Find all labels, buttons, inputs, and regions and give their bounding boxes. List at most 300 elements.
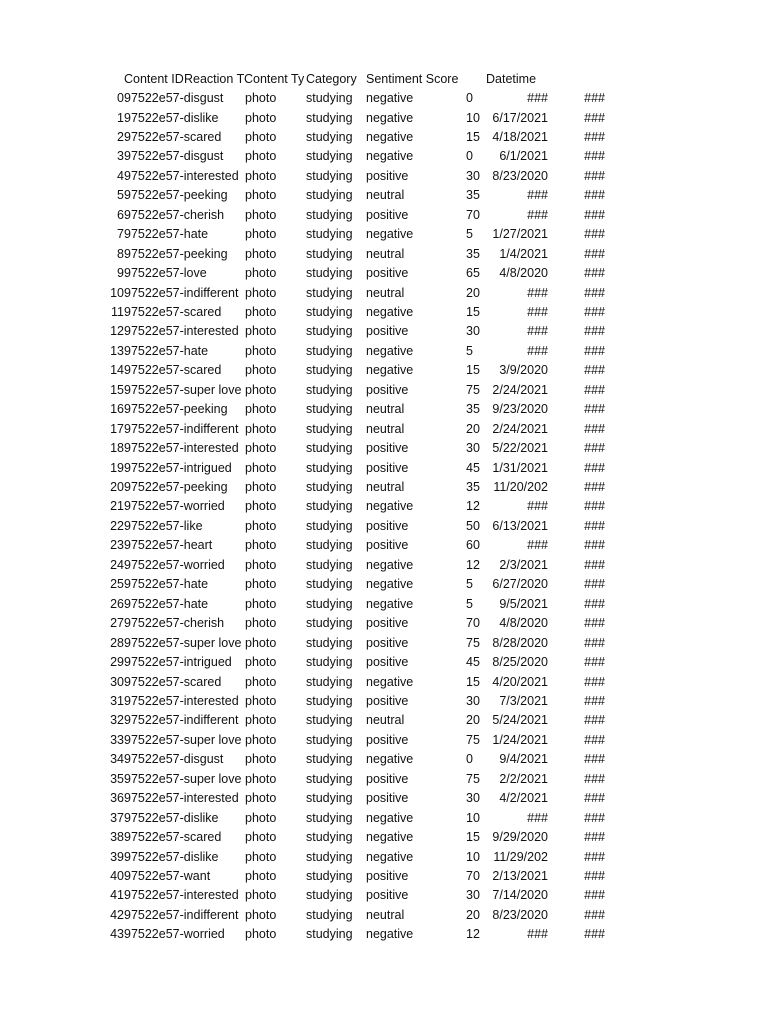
sentiment-cell: positive <box>366 888 409 903</box>
table-row <box>0 497 768 516</box>
table-row <box>0 420 768 439</box>
content-type-cell: photo <box>245 421 277 436</box>
date-cell: 8/23/2020 <box>492 168 548 183</box>
extra-cell: ### <box>584 888 605 903</box>
extra-cell: ### <box>584 188 605 203</box>
score-cell: 15 <box>466 363 480 378</box>
date-cell: ### <box>527 343 548 358</box>
sentiment-cell: positive <box>366 655 409 669</box>
table-row <box>0 245 768 264</box>
extra-cell: ### <box>584 110 605 125</box>
score-cell: 35 <box>466 480 480 494</box>
sentiment-cell: positive <box>366 616 409 631</box>
content-type-cell: photo <box>245 810 277 825</box>
row-index: 24 <box>110 557 124 572</box>
content-id-cell: 97522e57-disgust <box>124 752 224 767</box>
sentiment-cell: negative <box>366 499 414 514</box>
sentiment-cell: positive <box>366 869 409 883</box>
content-id-cell: 97522e57-like <box>124 518 203 533</box>
score-cell: 12 <box>466 557 480 572</box>
table-row <box>0 809 768 828</box>
category-cell: studying <box>306 791 353 806</box>
score-cell: 15 <box>466 674 480 689</box>
category-cell: studying <box>306 849 353 864</box>
extra-cell: ### <box>584 207 605 222</box>
extra-cell: ### <box>584 246 605 261</box>
row-index: 11 <box>111 304 124 319</box>
extra-cell: ### <box>584 91 605 105</box>
category-cell: studying <box>306 246 353 261</box>
table-row <box>0 789 768 808</box>
date-cell: 11/29/202 <box>493 849 548 864</box>
category-cell: studying <box>306 771 353 786</box>
date-cell: 4/20/2021 <box>492 674 548 689</box>
row-index: 37 <box>110 810 124 825</box>
table-row <box>0 206 768 225</box>
date-cell: 6/27/2020 <box>492 577 548 592</box>
score-cell: 20 <box>466 421 480 436</box>
table-row <box>0 867 768 886</box>
table-row <box>0 848 768 867</box>
category-cell: studying <box>306 266 353 280</box>
content-id-cell: 97522e57-interested <box>124 888 239 903</box>
table-row <box>0 673 768 692</box>
extra-cell: ### <box>584 460 605 475</box>
content-type-cell: photo <box>245 343 277 358</box>
date-cell: 8/25/2020 <box>492 655 548 669</box>
sentiment-cell: positive <box>366 732 409 747</box>
score-cell: 50 <box>466 518 480 533</box>
extra-cell: ### <box>584 635 605 650</box>
table-row <box>0 264 768 283</box>
category-cell: studying <box>306 907 353 922</box>
content-id-cell: 97522e57-scared <box>124 304 222 319</box>
content-type-cell: photo <box>245 596 277 611</box>
score-cell: 30 <box>466 791 480 806</box>
sentiment-cell: neutral <box>366 480 405 494</box>
content-type-cell: photo <box>245 285 277 300</box>
content-id-cell: 97522e57-dislike <box>124 110 219 125</box>
content-type-cell: photo <box>245 324 277 339</box>
table-row <box>0 167 768 186</box>
sentiment-cell: positive <box>366 324 409 339</box>
content-id-cell: 97522e57-dislike <box>124 810 219 825</box>
content-id-cell: 97522e57-hate <box>124 343 209 358</box>
table-row <box>0 906 768 925</box>
category-cell: studying <box>306 810 353 825</box>
category-cell: studying <box>306 538 353 553</box>
date-cell: 9/29/2020 <box>492 830 548 845</box>
content-type-cell: photo <box>245 110 277 125</box>
content-id-cell: 97522e57-hate <box>124 596 209 611</box>
category-cell: studying <box>306 732 353 747</box>
category-cell: studying <box>306 752 353 767</box>
content-id-cell: 97522e57-peeking <box>124 480 228 494</box>
row-index: 20 <box>110 480 124 494</box>
date-cell: 9/4/2021 <box>499 752 548 767</box>
content-type-cell: photo <box>245 207 277 222</box>
content-type-cell: photo <box>245 149 277 164</box>
content-id-cell: 97522e57-worried <box>124 557 225 572</box>
content-type-cell: photo <box>245 577 277 592</box>
date-cell: 6/1/2021 <box>499 149 548 164</box>
table-row <box>0 186 768 205</box>
score-cell: 10 <box>466 849 480 864</box>
category-cell: studying <box>306 363 353 378</box>
table-row <box>0 109 768 128</box>
sentiment-cell: neutral <box>366 402 405 417</box>
table-row <box>0 770 768 789</box>
extra-cell: ### <box>584 752 605 767</box>
sentiment-cell: neutral <box>366 188 405 203</box>
extra-cell: ### <box>584 168 605 183</box>
score-cell: 10 <box>466 810 480 825</box>
score-cell: 15 <box>466 129 480 144</box>
sentiment-cell: negative <box>366 596 414 611</box>
row-index: 0 <box>117 91 124 105</box>
content-id-cell: 97522e57-worried <box>124 499 225 514</box>
row-index: 8 <box>117 246 124 261</box>
date-cell: ### <box>527 91 548 105</box>
date-cell: 2/13/2021 <box>492 869 548 883</box>
sentiment-cell: negative <box>366 577 414 592</box>
content-id-cell: 97522e57-dislike <box>124 849 219 864</box>
content-type-cell: photo <box>245 129 277 144</box>
category-cell: studying <box>306 499 353 514</box>
date-cell: 8/23/2020 <box>492 907 548 922</box>
content-id-cell: 97522e57-interested <box>124 693 239 708</box>
category-cell: studying <box>306 518 353 533</box>
extra-cell: ### <box>584 616 605 631</box>
row-index: 43 <box>110 927 124 942</box>
content-id-cell: 97522e57-love <box>124 266 207 280</box>
sentiment-cell: positive <box>366 460 409 475</box>
content-type-cell: photo <box>245 266 277 280</box>
row-index: 5 <box>117 188 124 203</box>
table-row <box>0 614 768 633</box>
sentiment-cell: positive <box>366 207 409 222</box>
category-cell: studying <box>306 285 353 300</box>
extra-cell: ### <box>584 480 605 494</box>
extra-cell: ### <box>584 421 605 436</box>
date-cell: 1/27/2021 <box>492 227 548 242</box>
score-cell: 30 <box>466 693 480 708</box>
content-id-cell: 97522e57-peeking <box>124 402 228 417</box>
extra-cell: ### <box>584 538 605 553</box>
row-index: 10 <box>110 285 124 300</box>
sentiment-cell: positive <box>366 382 409 397</box>
sentiment-cell: neutral <box>366 421 405 436</box>
category-cell: studying <box>306 129 353 144</box>
category-cell: studying <box>306 382 353 397</box>
extra-cell: ### <box>584 693 605 708</box>
date-cell: ### <box>527 207 548 222</box>
row-index: 9 <box>117 266 124 280</box>
header-sentiment-score: Sentiment Score <box>366 72 459 86</box>
sentiment-cell: neutral <box>366 713 405 728</box>
content-type-cell: photo <box>245 304 277 319</box>
date-cell: ### <box>527 324 548 339</box>
sentiment-cell: negative <box>366 343 414 358</box>
row-index: 32 <box>110 713 124 728</box>
category-cell: studying <box>306 674 353 689</box>
date-cell: ### <box>527 304 548 319</box>
header-content-id: Content ID <box>124 72 184 86</box>
content-id-cell: 97522e57-cherish <box>124 616 225 631</box>
row-index: 27 <box>110 616 124 631</box>
score-cell: 30 <box>466 441 480 456</box>
content-id-cell: 97522e57-super love <box>124 382 242 397</box>
sentiment-cell: negative <box>366 674 414 689</box>
score-cell: 75 <box>466 771 480 786</box>
content-type-cell: photo <box>245 538 277 553</box>
sentiment-cell: positive <box>366 635 409 650</box>
content-id-cell: 97522e57-scared <box>124 363 222 378</box>
sentiment-cell: positive <box>366 441 409 456</box>
extra-cell: ### <box>584 285 605 300</box>
sentiment-cell: positive <box>366 518 409 533</box>
sentiment-cell: positive <box>366 791 409 806</box>
date-cell: 11/20/202 <box>493 480 548 494</box>
content-id-cell: 97522e57-intrigued <box>124 460 232 475</box>
score-cell: 5 <box>466 343 473 358</box>
content-type-cell: photo <box>245 771 277 786</box>
score-cell: 70 <box>466 869 480 883</box>
content-type-cell: photo <box>245 693 277 708</box>
extra-cell: ### <box>584 869 605 883</box>
table-row <box>0 556 768 575</box>
score-cell: 5 <box>466 577 473 592</box>
score-cell: 75 <box>466 732 480 747</box>
score-cell: 30 <box>466 168 480 183</box>
row-index: 6 <box>117 207 124 222</box>
category-cell: studying <box>306 207 353 222</box>
row-index: 25 <box>110 577 124 592</box>
row-index: 18 <box>110 441 124 456</box>
row-index: 7 <box>117 227 124 242</box>
table-row <box>0 89 768 108</box>
category-cell: studying <box>306 655 353 669</box>
sentiment-cell: negative <box>366 363 414 378</box>
content-type-cell: photo <box>245 499 277 514</box>
row-index: 19 <box>110 460 124 475</box>
sentiment-cell: negative <box>366 927 414 942</box>
content-type-cell: photo <box>245 480 277 494</box>
content-type-cell: photo <box>245 188 277 203</box>
extra-cell: ### <box>584 849 605 864</box>
score-cell: 5 <box>466 596 473 611</box>
category-cell: studying <box>306 460 353 475</box>
sentiment-cell: negative <box>366 810 414 825</box>
table-row <box>0 731 768 750</box>
row-index: 3 <box>117 149 124 164</box>
sentiment-cell: negative <box>366 830 414 845</box>
row-index: 30 <box>110 674 124 689</box>
sentiment-cell: negative <box>366 752 414 767</box>
sentiment-cell: neutral <box>366 246 405 261</box>
table-row <box>0 322 768 341</box>
content-type-cell: photo <box>245 635 277 650</box>
content-id-cell: 97522e57-worried <box>124 927 225 942</box>
date-cell: ### <box>527 810 548 825</box>
sentiment-cell: negative <box>366 557 414 572</box>
extra-cell: ### <box>584 518 605 533</box>
category-cell: studying <box>306 110 353 125</box>
sentiment-cell: negative <box>366 129 414 144</box>
table-row <box>0 886 768 905</box>
table-row <box>0 342 768 361</box>
row-index: 15 <box>110 382 124 397</box>
table-row <box>0 225 768 244</box>
category-cell: studying <box>306 557 353 572</box>
content-type-cell: photo <box>245 402 277 417</box>
table-row <box>0 381 768 400</box>
row-index: 40 <box>110 869 124 883</box>
date-cell: 4/18/2021 <box>492 129 548 144</box>
content-type-cell: photo <box>245 907 277 922</box>
category-cell: studying <box>306 343 353 358</box>
score-cell: 45 <box>466 460 480 475</box>
content-type-cell: photo <box>245 674 277 689</box>
content-type-cell: photo <box>245 655 277 669</box>
content-type-cell: photo <box>245 246 277 261</box>
score-cell: 20 <box>466 285 480 300</box>
content-id-cell: 97522e57-disgust <box>124 91 224 105</box>
content-id-cell: 97522e57-scared <box>124 830 222 845</box>
content-id-cell: 97522e57-interested <box>124 324 239 339</box>
score-cell: 12 <box>466 499 480 514</box>
score-cell: 70 <box>466 207 480 222</box>
category-cell: studying <box>306 927 353 942</box>
score-cell: 75 <box>466 635 480 650</box>
category-cell: studying <box>306 421 353 436</box>
score-cell: 75 <box>466 382 480 397</box>
sentiment-cell: negative <box>366 304 414 319</box>
category-cell: studying <box>306 616 353 631</box>
extra-cell: ### <box>584 655 605 669</box>
content-type-cell: photo <box>245 869 277 883</box>
content-id-cell: 97522e57-peeking <box>124 188 228 203</box>
category-cell: studying <box>306 227 353 242</box>
row-index: 39 <box>110 849 124 864</box>
date-cell: 4/8/2020 <box>499 266 548 280</box>
score-cell: 5 <box>466 227 473 242</box>
sentiment-cell: neutral <box>366 285 405 300</box>
content-type-cell: photo <box>245 888 277 903</box>
category-cell: studying <box>306 888 353 903</box>
sentiment-cell: negative <box>366 91 414 105</box>
score-cell: 15 <box>466 830 480 845</box>
row-index: 41 <box>110 888 124 903</box>
score-cell: 65 <box>466 266 480 280</box>
date-cell: 6/13/2021 <box>492 518 548 533</box>
header-reaction-type: Reaction T <box>184 72 244 86</box>
score-cell: 45 <box>466 655 480 669</box>
extra-cell: ### <box>584 577 605 592</box>
header-datetime: Datetime <box>486 72 537 86</box>
table-row <box>0 634 768 653</box>
content-type-cell: photo <box>245 752 277 767</box>
content-type-cell: photo <box>245 227 277 242</box>
category-cell: studying <box>306 304 353 319</box>
category-cell: studying <box>306 480 353 494</box>
score-cell: 20 <box>466 713 480 728</box>
content-type-cell: photo <box>245 168 277 183</box>
sentiment-cell: positive <box>366 168 409 183</box>
table-row <box>0 925 768 944</box>
category-cell: studying <box>306 869 353 883</box>
category-cell: studying <box>306 324 353 339</box>
extra-cell: ### <box>584 771 605 786</box>
content-id-cell: 97522e57-hate <box>124 577 209 592</box>
sentiment-cell: negative <box>366 227 414 242</box>
table-row <box>0 147 768 166</box>
row-index: 33 <box>110 732 124 747</box>
content-type-cell: photo <box>245 518 277 533</box>
table-row <box>0 536 768 555</box>
extra-cell: ### <box>584 266 605 280</box>
score-cell: 10 <box>466 110 480 125</box>
extra-cell: ### <box>584 129 605 144</box>
extra-cell: ### <box>584 674 605 689</box>
date-cell: 7/14/2020 <box>492 888 548 903</box>
content-type-cell: photo <box>245 616 277 631</box>
row-index: 14 <box>110 363 124 378</box>
table-row <box>0 284 768 303</box>
date-cell: ### <box>527 499 548 514</box>
table-row <box>0 575 768 594</box>
content-type-cell: photo <box>245 363 277 378</box>
date-cell: 1/31/2021 <box>492 460 548 475</box>
row-index: 23 <box>110 538 124 553</box>
table-row <box>0 692 768 711</box>
extra-cell: ### <box>584 713 605 728</box>
row-index: 12 <box>110 324 124 339</box>
score-cell: 35 <box>466 246 480 261</box>
content-id-cell: 97522e57-indifferent <box>124 713 239 728</box>
score-cell: 35 <box>466 402 480 417</box>
row-index: 35 <box>110 771 124 786</box>
content-id-cell: 97522e57-cherish <box>124 207 225 222</box>
header-category: Category <box>306 72 357 86</box>
date-cell: 8/28/2020 <box>492 635 548 650</box>
content-id-cell: 97522e57-super love <box>124 771 242 786</box>
category-cell: studying <box>306 830 353 845</box>
header-row <box>0 70 768 89</box>
row-index: 29 <box>110 655 124 669</box>
date-cell: 7/3/2021 <box>499 693 548 708</box>
content-id-cell: 97522e57-super love <box>124 732 242 747</box>
table-row <box>0 750 768 769</box>
category-cell: studying <box>306 402 353 417</box>
sentiment-cell: negative <box>366 110 414 125</box>
category-cell: studying <box>306 596 353 611</box>
category-cell: studying <box>306 713 353 728</box>
header-content-type: Content Ty <box>244 72 305 86</box>
content-id-cell: 97522e57-interested <box>124 791 239 806</box>
sentiment-cell: positive <box>366 771 409 786</box>
table-row <box>0 361 768 380</box>
sentiment-cell: negative <box>366 849 414 864</box>
score-cell: 35 <box>466 188 480 203</box>
table-row <box>0 439 768 458</box>
table-row <box>0 128 768 147</box>
row-index: 1 <box>117 110 124 125</box>
content-id-cell: 97522e57-peeking <box>124 246 228 261</box>
content-id-cell: 97522e57-interested <box>124 168 239 183</box>
extra-cell: ### <box>584 596 605 611</box>
row-index: 36 <box>110 791 124 806</box>
